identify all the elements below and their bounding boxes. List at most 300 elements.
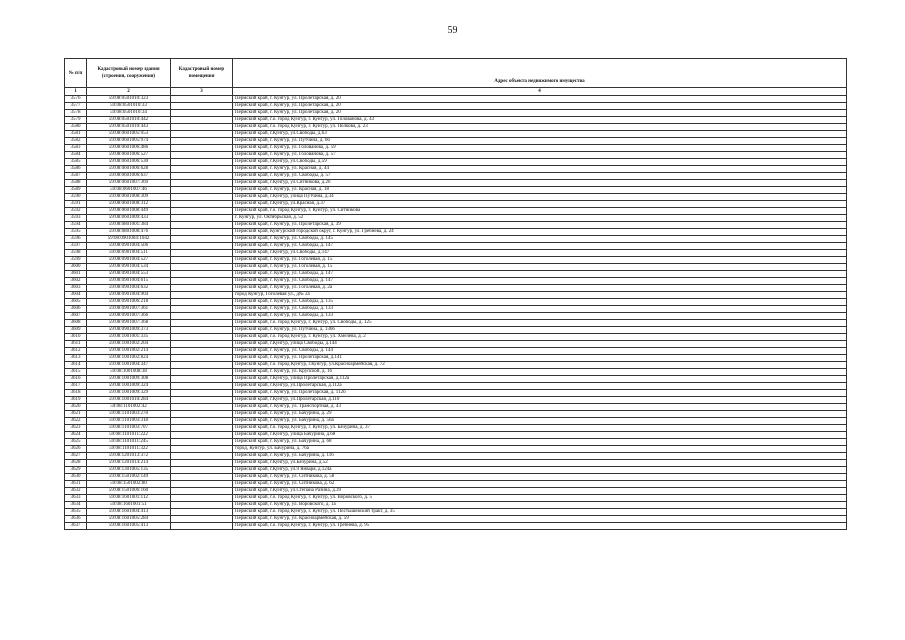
property-address: Пермский край, г.о. город Кунгур, г.Кунгур, ул.Красноармейская, д. 72	[233, 362, 847, 369]
table-row	[65, 131, 847, 138]
building-cadastral-number: 59:08:1101003:707	[87, 425, 171, 432]
table-row	[65, 159, 847, 166]
building-cadastral-number: 59:08:0901004:527	[87, 257, 171, 264]
property-table	[64, 58, 847, 530]
table-row	[65, 432, 847, 439]
row-number: 3597	[65, 243, 87, 250]
row-number: 3603	[65, 285, 87, 292]
property-address: Пермский край, г. Кунгур, ул. Голованова, д. 59	[233, 145, 847, 152]
room-cadastral-number	[171, 404, 233, 411]
row-number: 3626	[65, 446, 87, 453]
table-row	[65, 152, 847, 159]
table-row	[65, 460, 847, 467]
property-address: Пермский край, г.Кунгур, ул.Свободы, д.59	[233, 159, 847, 166]
row-number: 3623	[65, 425, 87, 432]
building-cadastral-number: 59:08:1001009:308	[87, 376, 171, 383]
room-cadastral-number	[171, 250, 233, 257]
room-cadastral-number	[171, 467, 233, 474]
row-number: 3586	[65, 166, 87, 173]
table-row	[65, 383, 847, 390]
row-number: 3633	[65, 495, 87, 502]
property-address: Пермский край, г. Кунгур, ул. Бачурина, д. 29	[233, 411, 847, 418]
room-cadastral-number	[171, 103, 233, 110]
building-cadastral-number: 59:08:1601005:284	[87, 516, 171, 523]
room-cadastral-number	[171, 257, 233, 264]
building-cadastral-number: 59:08:0501010:34	[87, 110, 171, 117]
property-address: Пермский край, г.о. город Кунгур, г. Кунгур, ул. Гребнева, д. 95	[233, 523, 847, 530]
property-address: Пермский край, г.о. город Кунгур, г. Кунгур, ул. Голованова, д. 43	[233, 117, 847, 124]
row-number: 3583	[65, 145, 87, 152]
room-cadastral-number	[171, 229, 233, 236]
row-number: 3606	[65, 306, 87, 313]
room-cadastral-number	[171, 131, 233, 138]
property-address: Пермский край, г. Кунгур, ул. Путчина, д. 136б	[233, 327, 847, 334]
property-address: Пермский край, г. Кунгур, ул. Пролетарская, д. 20	[233, 96, 847, 103]
row-number: 3637	[65, 523, 87, 530]
property-address: Пермский край, г.Кунгур, улица Путчина, д.34	[233, 194, 847, 201]
room-cadastral-number	[171, 292, 233, 299]
room-cadastral-number	[171, 502, 233, 509]
property-address: Пермский край, г.Кунгур, улица Бачурина, д.68	[233, 432, 847, 439]
property-address: Пермский край, г. Кунгур, ул. Свободы, д. 145	[233, 236, 847, 243]
building-cadastral-number: 59:08:1101003:318	[87, 418, 171, 425]
room-cadastral-number	[171, 96, 233, 103]
building-cadastral-number: 59:08:1001009:324	[87, 383, 171, 390]
property-address: Пермский край, г. Кунгур, ул. Свободы, д. 133	[233, 306, 847, 313]
row-number: 3589	[65, 187, 87, 194]
room-cadastral-number	[171, 166, 233, 173]
building-cadastral-number: 59:08:0901004:632	[87, 285, 171, 292]
building-cadastral-number: 59:08:0901004:506	[87, 243, 171, 250]
row-number: 3629	[65, 467, 87, 474]
building-cadastral-number: 59:08:0901009:373	[87, 327, 171, 334]
table-row	[65, 362, 847, 369]
room-cadastral-number	[171, 187, 233, 194]
table-row	[65, 376, 847, 383]
room-cadastral-number	[171, 474, 233, 481]
table-row	[65, 390, 847, 397]
room-cadastral-number	[171, 453, 233, 460]
row-number: 3632	[65, 488, 87, 495]
property-address: Пермский край, г. Кунгур, ул. Красная, д. 44	[233, 166, 847, 173]
property-address: Пермский край, г. Кунгур, ул. Ситникова, д. 62	[233, 481, 847, 488]
row-number: 3601	[65, 271, 87, 278]
table-row	[65, 502, 847, 509]
row-number: 3582	[65, 138, 87, 145]
room-cadastral-number	[171, 124, 233, 131]
building-cadastral-number: 59:08:0601006:527	[87, 152, 171, 159]
room-cadastral-number	[171, 159, 233, 166]
table-row	[65, 180, 847, 187]
building-cadastral-number: 59:08:0601007:369	[87, 180, 171, 187]
row-number: 3618	[65, 390, 87, 397]
property-address: Пермский край, г.о. город Кунгур, г. Кунгур, ул. Хмелева, д. 2	[233, 334, 847, 341]
building-cadastral-number: 59:08:1501002:149	[87, 474, 171, 481]
row-number: 3584	[65, 152, 87, 159]
room-cadastral-number	[171, 320, 233, 327]
property-address: город, Кунгур, ул. Бачурина, д. 76а	[233, 446, 847, 453]
row-number: 3576	[65, 96, 87, 103]
table-row	[65, 509, 847, 516]
room-cadastral-number	[171, 446, 233, 453]
property-address: Пермский край, г. Кунгур, ул. Свободы, д. 147	[233, 278, 847, 285]
room-cadastral-number	[171, 110, 233, 117]
property-address: Пермский край, г. Кунгур, ул. Голованова, д. 57	[233, 152, 847, 159]
property-address: Пермский край, г.Кунгур, ул.Красная, д.37	[233, 201, 847, 208]
building-cadastral-number: 59:08:0901007:368	[87, 320, 171, 327]
row-number: 3615	[65, 369, 87, 376]
row-number: 3631	[65, 481, 87, 488]
property-address: Пермский край, г. Кунгур, ул. Бачурина, д. 116	[233, 453, 847, 460]
building-cadastral-number: 59:08:0501010:323	[87, 96, 171, 103]
table-row	[65, 166, 847, 173]
table-row	[65, 404, 847, 411]
room-cadastral-number	[171, 327, 233, 334]
property-address: Пермский край, г.Кунгур, ул.9 Января, д.124а	[233, 467, 847, 474]
building-cadastral-number: 59:08:0901004:1042	[87, 236, 171, 243]
property-address: Пермский край, г. Кунгур, ул. Пролетарская, д. 39	[233, 222, 847, 229]
room-cadastral-number	[171, 306, 233, 313]
table-row	[65, 425, 847, 432]
building-cadastral-number: 59:08:1101003:278	[87, 411, 171, 418]
property-address: Пермский край, г. Кунгур, ул. Гоголевая, д. 15	[233, 257, 847, 264]
column-number-row	[65, 88, 847, 96]
property-address: Пермский край, г.Кунгур, ул.Пролетарская, д.112а	[233, 383, 847, 390]
property-address: Пермский край, г.о. город Кунгур, г. Кунгур, ул. Ситникова	[233, 208, 847, 215]
building-cadastral-number: 59:08:0801001:384	[87, 222, 171, 229]
room-cadastral-number	[171, 334, 233, 341]
property-address: Пермский край, г. Кунгур, ул. Свободы, д. 147	[233, 271, 847, 278]
building-cadastral-number: 59:08:1001002:824	[87, 355, 171, 362]
room-cadastral-number	[171, 460, 233, 467]
row-number: 3628	[65, 460, 87, 467]
room-cadastral-number	[171, 355, 233, 362]
building-cadastral-number: 59:08:1001010:284	[87, 397, 171, 404]
property-address: Пермский край, г.о. город Кунгур, г. Кунгур, ул. Полкова, д. 23	[233, 124, 847, 131]
table-row	[65, 418, 847, 425]
room-cadastral-number	[171, 194, 233, 201]
building-cadastral-number: 59:08:0901004:904	[87, 292, 171, 299]
building-cadastral-number: 59:08:0601005:953	[87, 131, 171, 138]
row-number: 3605	[65, 299, 87, 306]
row-number: 3600	[65, 264, 87, 271]
room-cadastral-number	[171, 397, 233, 404]
table-row	[65, 467, 847, 474]
property-address: Пермский край, г. Кунгур, ул. Транспортная, д. 43	[233, 404, 847, 411]
building-cadastral-number: 59:08:0601006:530	[87, 159, 171, 166]
building-cadastral-number: 59:08:1501006:160	[87, 488, 171, 495]
property-address: Пермский край, г. Кунгур, ул. Пролетарская, д. 112б	[233, 390, 847, 397]
header-building-cadastral: Кадастровый номер здания (строения, сооружения)	[87, 59, 171, 88]
room-cadastral-number	[171, 411, 233, 418]
table-row	[65, 173, 847, 180]
table-row	[65, 516, 847, 523]
row-number: 3634	[65, 502, 87, 509]
row-number: 3596	[65, 236, 87, 243]
row-number: 3611	[65, 341, 87, 348]
row-number: 3577	[65, 103, 87, 110]
table-row	[65, 222, 847, 229]
property-address: Пермский край, г. Кунгур, ул. Свободы, д. 57	[233, 173, 847, 180]
room-cadastral-number	[171, 523, 233, 530]
row-number: 3604	[65, 292, 87, 299]
table-row	[65, 320, 847, 327]
table-row	[65, 299, 847, 306]
row-number: 3594	[65, 222, 87, 229]
property-address: Пермский край, г.Кунгур, ул.Пролетарская, д.110	[233, 397, 847, 404]
table-row	[65, 334, 847, 341]
room-cadastral-number	[171, 341, 233, 348]
table-row	[65, 229, 847, 236]
row-number: 3581	[65, 131, 87, 138]
room-cadastral-number	[171, 299, 233, 306]
building-cadastral-number: 59:08:0601006:628	[87, 166, 171, 173]
table-header-row	[65, 59, 847, 88]
room-cadastral-number	[171, 173, 233, 180]
row-number: 3620	[65, 404, 87, 411]
header-address: Адрес объекта недвижимого имущества	[233, 59, 847, 88]
row-number: 3580	[65, 124, 87, 131]
row-number: 3627	[65, 453, 87, 460]
row-number: 3591	[65, 201, 87, 208]
building-cadastral-number: 59:08:1001002:214	[87, 348, 171, 355]
table-row	[65, 124, 847, 131]
table-row	[65, 495, 847, 502]
table-row	[65, 145, 847, 152]
building-cadastral-number: 59:08:1001008:38	[87, 369, 171, 376]
property-address: Пермский край, г. Кунгур, ул. Свободы, д. 147	[233, 243, 847, 250]
table-row	[65, 488, 847, 495]
table-row	[65, 313, 847, 320]
column-number: 1	[65, 88, 87, 96]
room-cadastral-number	[171, 495, 233, 502]
building-cadastral-number: 59:08:0901007:366	[87, 313, 171, 320]
table-row	[65, 96, 847, 103]
building-cadastral-number: 59:08:0501010:33	[87, 103, 171, 110]
property-address: Пермский край, г.Кунгур, ул.Свободы, д.63	[233, 131, 847, 138]
building-cadastral-number: 59:08:1001009:329	[87, 390, 171, 397]
building-cadastral-number: 59:08:0501010:442	[87, 117, 171, 124]
row-number: 3622	[65, 418, 87, 425]
row-number: 3587	[65, 173, 87, 180]
row-number: 3612	[65, 348, 87, 355]
row-number: 3616	[65, 376, 87, 383]
property-address: Пермский край, г. Кунгур, ул. Ситникова, д. 58	[233, 474, 847, 481]
table-row	[65, 117, 847, 124]
property-address: Пермский край, г. Кунгур, ул. Гоголевая, д. 15	[233, 264, 847, 271]
table-row	[65, 208, 847, 215]
building-cadastral-number: 59:08:1601001:51	[87, 502, 171, 509]
room-cadastral-number	[171, 439, 233, 446]
building-cadastral-number: 59:08:1301005:135	[87, 467, 171, 474]
row-number: 3590	[65, 194, 87, 201]
column-number: 2	[87, 88, 171, 96]
room-cadastral-number	[171, 369, 233, 376]
room-cadastral-number	[171, 509, 233, 516]
room-cadastral-number	[171, 432, 233, 439]
room-cadastral-number	[171, 264, 233, 271]
room-cadastral-number	[171, 222, 233, 229]
row-number: 3607	[65, 313, 87, 320]
table-row	[65, 264, 847, 271]
table-body	[65, 96, 847, 530]
property-address: Пермский край, г.о. город Кунгур, г. Кунгур, ул. Постышевский тракт, д. 35	[233, 509, 847, 516]
property-address: Пермский край, г. Кунгур, ул. Бачурина, д. 56а	[233, 418, 847, 425]
header-index: № п/п	[65, 59, 87, 88]
property-address: Пермский край, г. Кунгур, ул. Пролетарская, д.141	[233, 355, 847, 362]
building-cadastral-number: 59:08:0901004:615	[87, 278, 171, 285]
table-row	[65, 215, 847, 222]
room-cadastral-number	[171, 145, 233, 152]
property-address: Пермский край, г.Кунгур, ул.Свободы, д.147	[233, 250, 847, 257]
property-address: Пермский край, г.о. город Кунгур, г. Кунгур, ул. Свободы, д. 125	[233, 320, 847, 327]
property-address: Пермский край, г.Кунгур, улица Свободы, д.144	[233, 341, 847, 348]
table-row	[65, 278, 847, 285]
property-address: Пермский край, Кунгурский городской округ, г. Кунгур, ул. Гребнева, д. 24	[233, 229, 847, 236]
room-cadastral-number	[171, 425, 233, 432]
property-address: Пермский край, г. Кунгур, ул. Красная, д. 18	[233, 187, 847, 194]
row-number: 3613	[65, 355, 87, 362]
property-address: Пермский край, г. Кунгур, ул. Воровского, д. 1а	[233, 502, 847, 509]
building-cadastral-number: 59:08:1601001:112	[87, 495, 171, 502]
room-cadastral-number	[171, 117, 233, 124]
property-address: Пермский край, г. Кунгур, ул. Свободы, д. 135	[233, 299, 847, 306]
building-cadastral-number: 59:08:0601008:312	[87, 201, 171, 208]
building-cadastral-number: 59:08:0501010:443	[87, 124, 171, 131]
building-cadastral-number: 59:08:0901004:534	[87, 264, 171, 271]
row-number: 3621	[65, 411, 87, 418]
table-row	[65, 285, 847, 292]
building-cadastral-number: 59:08:1101011:222	[87, 432, 171, 439]
property-address: г. Кунгур, ул. Октябрьская, д. 52	[233, 215, 847, 222]
property-address: Пермский край, г.Кунгур, ул.Степана Разина, д.39	[233, 488, 847, 495]
room-cadastral-number	[171, 208, 233, 215]
property-address: Пермский край, г. Кунгур, ул. Бачурина, д. 68	[233, 439, 847, 446]
table-row	[65, 271, 847, 278]
table-row	[65, 446, 847, 453]
property-address: Пермский край, г.Кунгур, ул.Бачурина, д.52	[233, 460, 847, 467]
table-row	[65, 110, 847, 117]
building-cadastral-number: 59:08:1001004:347	[87, 362, 171, 369]
header-room-cadastral: Кадастровый номер помещения	[171, 59, 233, 88]
property-address: Пермский край, г.о. город Кунгур, г. Кунгур, ул. Воровского, д. 5	[233, 495, 847, 502]
room-cadastral-number	[171, 516, 233, 523]
building-cadastral-number: 59:08:0801008:476	[87, 229, 171, 236]
room-cadastral-number	[171, 376, 233, 383]
row-number: 3599	[65, 257, 87, 264]
row-number: 3602	[65, 278, 87, 285]
building-cadastral-number: 59:08:0601008:449	[87, 208, 171, 215]
room-cadastral-number	[171, 481, 233, 488]
building-cadastral-number: 59:08:0901004:511	[87, 250, 171, 257]
room-cadastral-number	[171, 278, 233, 285]
table-row	[65, 341, 847, 348]
row-number: 3630	[65, 474, 87, 481]
table-row	[65, 194, 847, 201]
row-number: 3610	[65, 334, 87, 341]
building-cadastral-number: 59:08:0601008:309	[87, 194, 171, 201]
building-cadastral-number: 59:08:1001002:204	[87, 341, 171, 348]
table-row	[65, 236, 847, 243]
table-row	[65, 257, 847, 264]
table-row	[65, 243, 847, 250]
table-row	[65, 355, 847, 362]
room-cadastral-number	[171, 383, 233, 390]
property-address: Пермский край, г. Кунгур, ул. Свободы, д. 144	[233, 348, 847, 355]
building-cadastral-number: 59:08:0601006:637	[87, 173, 171, 180]
property-address: Пермский край, г. Кунгур, ул. Пролетарская, д. 20	[233, 103, 847, 110]
property-address: город Кунгур, Гоголевая ул., д№ 2а	[233, 292, 847, 299]
room-cadastral-number	[171, 285, 233, 292]
room-cadastral-number	[171, 138, 233, 145]
building-cadastral-number: 59:08:1101011:322	[87, 446, 171, 453]
table-row	[65, 523, 847, 530]
property-address: Пермский край, г. Кунгур, ул. Пролетарская, д. 20	[233, 110, 847, 117]
table-row	[65, 481, 847, 488]
room-cadastral-number	[171, 215, 233, 222]
row-number: 3636	[65, 516, 87, 523]
room-cadastral-number	[171, 271, 233, 278]
property-address: Пермский край, г.Кунгур, улица Пролетарская, д.112а	[233, 376, 847, 383]
property-address: Пермский край, г. Кунгур, ул. Гоголевая, д. 2а	[233, 285, 847, 292]
table-row	[65, 348, 847, 355]
building-cadastral-number: 59:08:1201014:214	[87, 460, 171, 467]
building-cadastral-number: 59:08:0901006:218	[87, 299, 171, 306]
row-number: 3578	[65, 110, 87, 117]
building-cadastral-number: 59:08:1601005:413	[87, 523, 171, 530]
row-number: 3635	[65, 509, 87, 516]
table-row	[65, 327, 847, 334]
property-address: Пермский край, г.о. город Кунгур, г. Кунгур, ул. Бачурина, д. 37	[233, 425, 847, 432]
table-row	[65, 306, 847, 313]
room-cadastral-number	[171, 243, 233, 250]
row-number: 3617	[65, 383, 87, 390]
row-number: 3595	[65, 229, 87, 236]
building-cadastral-number: 59:08:0601005:974	[87, 138, 171, 145]
table-row	[65, 369, 847, 376]
row-number: 3624	[65, 432, 87, 439]
room-cadastral-number	[171, 180, 233, 187]
room-cadastral-number	[171, 152, 233, 159]
column-number: 3	[171, 88, 233, 96]
property-address: Пермский край, г. Кунгур, ул. Путчина, д. 66	[233, 138, 847, 145]
table-row	[65, 292, 847, 299]
building-cadastral-number: 59:08:0601009:433	[87, 215, 171, 222]
table-row	[65, 138, 847, 145]
room-cadastral-number	[171, 236, 233, 243]
table-row	[65, 201, 847, 208]
row-number: 3592	[65, 208, 87, 215]
row-number: 3625	[65, 439, 87, 446]
row-number: 3609	[65, 327, 87, 334]
building-cadastral-number: 59:08:1501002:80	[87, 481, 171, 488]
building-cadastral-number: 59:08:0601006:486	[87, 145, 171, 152]
room-cadastral-number	[171, 390, 233, 397]
building-cadastral-number: 59:08:1601004:413	[87, 509, 171, 516]
room-cadastral-number	[171, 313, 233, 320]
row-number: 3614	[65, 362, 87, 369]
table-row	[65, 103, 847, 110]
table-row	[65, 397, 847, 404]
row-number: 3588	[65, 180, 87, 187]
building-cadastral-number: 59:08:1101002:42	[87, 404, 171, 411]
column-number: 4	[233, 88, 847, 96]
table-row	[65, 411, 847, 418]
table-row	[65, 439, 847, 446]
row-number: 3585	[65, 159, 87, 166]
table-row	[65, 187, 847, 194]
table-row	[65, 453, 847, 460]
